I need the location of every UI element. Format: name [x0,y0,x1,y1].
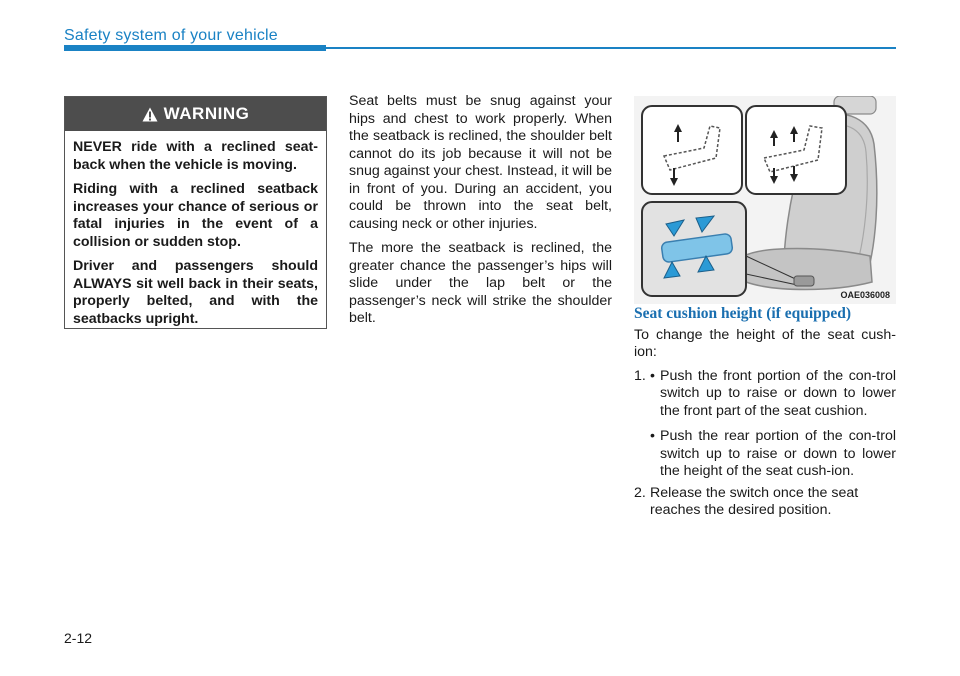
step-number: 1. [634,367,646,384]
intro-text: To change the height of the seat cush-ion: [634,326,896,360]
bullet-item [634,428,896,481]
warning-paragraph: NEVER ride with a reclined seat-back when the vehicle is moving. [73,139,318,173]
page-number: 2-12 [64,630,93,646]
seat-drawing [634,96,896,304]
step-number: 2. [634,484,646,501]
bullet-text: Push the front portion of the con-trol switch up to raise or down to lower the front part of the seat cushion. [660,367,896,419]
right-column [634,305,896,524]
bullet-text: Push the rear portion of the con-trol switch up to raise or down to lower the height of the seat cush-ion. [660,428,896,479]
warning-header [65,97,326,131]
warning-paragraph: Driver and passengers should ALWAYS sit well back in their seats, properly belted, and with the seatbacks upright. [73,258,318,327]
middle-column [349,93,612,335]
warning-paragraph: Riding with a reclined seatback increases your chance of serious or fatal injuries in the event of a collision or sudden stop. [73,181,318,250]
warning-title: WARNING [163,104,250,123]
warning-body [65,131,326,328]
seat-illustration [634,96,896,304]
warning-triangle-icon [142,107,158,122]
step-2 [634,485,896,520]
header-rule [64,47,896,49]
body-paragraph: Seat belts must be snug against your hips and chest to work properly. When the seatback is reclined, the shoulder belt cannot do its job because it will not be snug against your chest. Instead, it will be in front of you. During an accident, you could be thrown into the seat belt, causing neck or other injuries. [349,93,612,232]
bullet-item [650,368,896,421]
figure-code: OAE036008 [840,290,890,300]
step-text: Release the switch once the seat reaches the desired position. [650,484,859,518]
warning-box [64,96,327,329]
bullet-glyph: • [650,367,655,384]
bullet-glyph: • [650,428,655,444]
step-1 [634,368,896,425]
body-paragraph: The more the seatback is reclined, the greater chance the passenger’s hips will slide under the lap belt or the passenger’s neck will strike the shoulder belt. [349,240,612,326]
section-heading: Seat cushion height (if equipped) [634,305,852,322]
section-title: Safety system of your vehicle [64,27,278,44]
